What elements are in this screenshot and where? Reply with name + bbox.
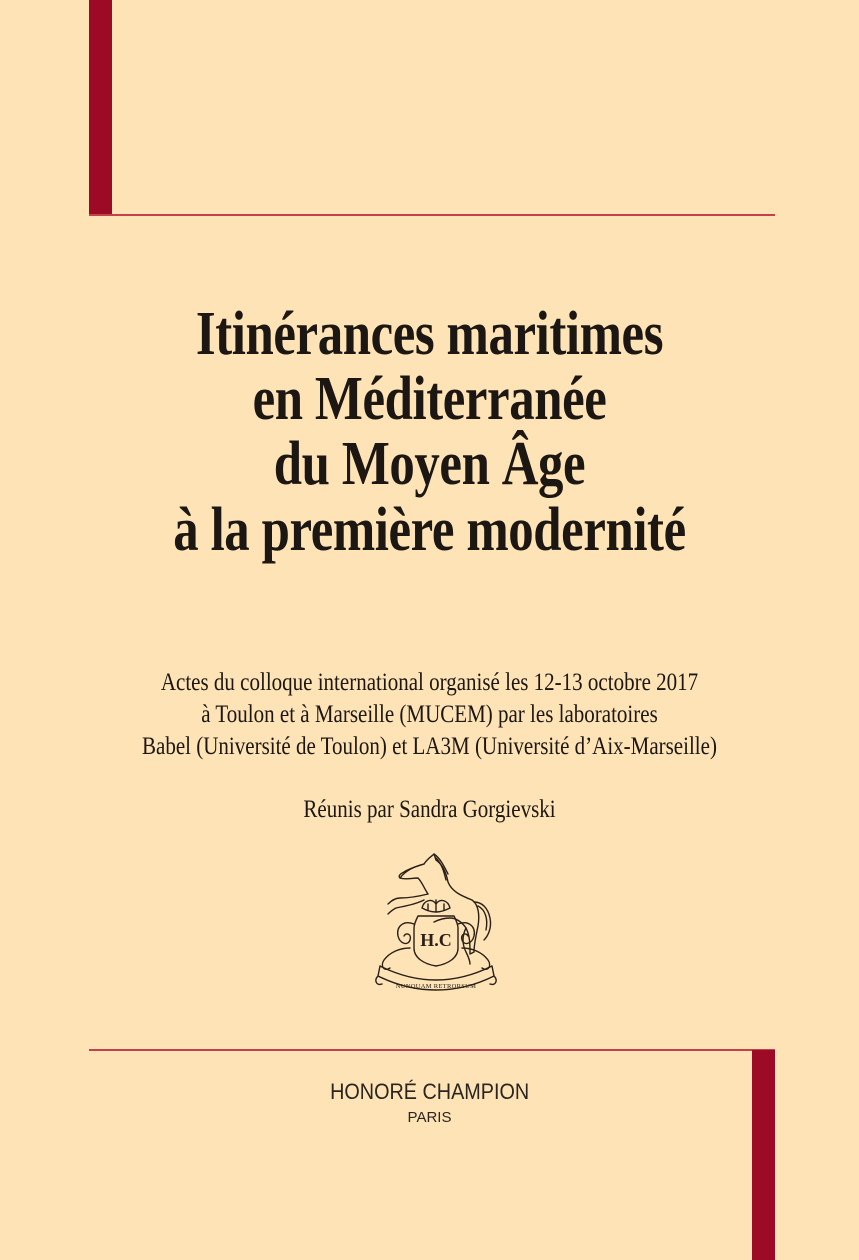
publisher-name: HONORÉ CHAMPION <box>330 1079 530 1104</box>
title-line-2: en Méditerranée <box>252 365 607 433</box>
title-line-1: Itinérances maritimes <box>195 300 664 368</box>
title-line-4: à la première modernité <box>173 496 686 564</box>
shield-monogram: H.C <box>420 930 452 950</box>
rearing-horse-crest-icon <box>370 848 500 998</box>
top-rule <box>89 214 775 216</box>
subtitle-line-3: Babel (Université de Toulon) et LA3M (Université d’Aix-Marseille) <box>142 733 717 760</box>
editor-credit: Réunis par Sandra Gorgievski <box>303 796 556 823</box>
subtitle-line-1: Actes du colloque international organisé les 12-13 octobre 2017 <box>160 669 699 696</box>
top-accent-bar <box>89 0 112 216</box>
subtitle-line-2: à Toulon et à Marseille (MUCEM) par les laboratoires <box>201 701 658 728</box>
publisher-city: PARIS <box>407 1109 452 1126</box>
title-line-3: du Moyen Âge <box>273 430 586 498</box>
bottom-rule <box>89 1049 775 1051</box>
motto-text: NUNQUAM RETRORSUM <box>395 983 477 990</box>
